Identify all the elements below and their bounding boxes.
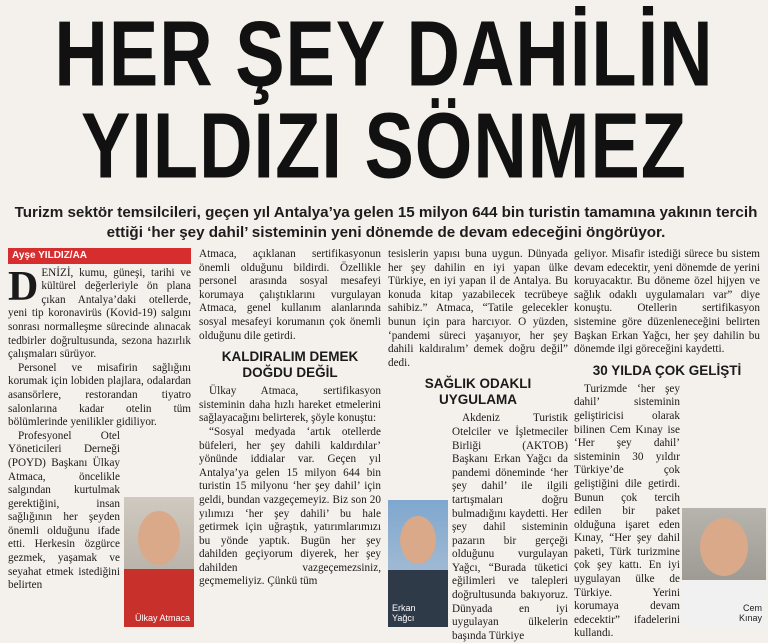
byline: Ayşe YILDIZ/AA	[8, 248, 191, 264]
paragraph: Akdeniz Turistik Otelciler ve İşletmeciler Birliği (AKTOB) Başkanı Erkan Yağcı da pandemi döneminde ‘her şey dahil’ ile ilgili tartışmaları doğru bulmadığını kaydetti. Her şey dahil sisteminin pazarın bir gerçeği olduğunu vurgulayan Yağcı, “Burada tüketici eğilimleri ve talepleri doğrultusunda bakıyoruz. Dünyada en iyi uygulayan ülkelerin başında Türkiye	[452, 412, 568, 642]
drop-cap: D	[8, 263, 39, 310]
paragraph: “Sosyal medyada ‘artık otellerde büfeleri, her şey dahili kaldırdılar’ yönünde iddialar var. Geçen yıl Antalya’ya gelen 15 milyon 644 bin turistin 15 milyonu ‘her şey dahil’ için geldi, bundan vazgeçemeyiz. Biz son 20 yılımızı ‘her şey dahili’ bu hale getirmek için uğraştık, yatırımlarımızı bu yönde yaptık. Bugün her şey dahilden geçiyorum diyerek, her şey dahilden vazgeçemezsiniz, geçmemeliyiz. Çünkü tüm	[199, 425, 381, 588]
paragraph: tesislerin yapısı buna uygun. Dünyada her şey dahilin en iyi yapan ülke Türkiye, en iyi yapan il de Antalya. Bu konuda kitap yazabilecek tecrübeye sahibiz.” Atmaca, “Tatile gelecekler bunun için para harcıyor. O yüzden, ‘pandemi süreci yaşanıyor, her şey dahili kaldıralım’ demek doğru değil” dedi.	[388, 248, 568, 369]
headline-line-1: HER ŞEY DAHİLİN	[54, 1, 714, 106]
paragraph: Profesyonel Otel Yöneticileri Derneği (POYD) Başkanı Ülkay Atmaca, öncelikle salgından kurtulmak gerektiğini, insan sağlığının her şeyden önemli olduğunu ifade etti. Herkesin özgürce gezmek, yaşamak ve seyahat etmek istediğini belirten	[8, 429, 120, 592]
photo-caption: Ülkay Atmaca	[134, 613, 190, 623]
subheadline: Turizm sektör temsilcileri, geçen yıl Antalya’ya gelen 15 milyon 644 bin turistin tamamına yakının tercih ettiği ‘her şey dahil’ sisteminin yeni dönemde de devam edeceğini öngörüyor.	[14, 204, 758, 241]
paragraph: Personel ve misafirin sağlığını korumak için lobiden plajlara, odalardan asansörlere, restorandan tiyatro salonlarına kadar otelin tüm bölümlerinde yenilikler gidiliyor.	[8, 361, 191, 429]
portrait-photo	[388, 500, 448, 627]
face	[700, 518, 748, 576]
paragraph: Atmaca, açıklanan sertifikasyonun önemli olduğunu bildirdi. Özellikle personel arasında sosyal mesafeyi korumaya çalıştıklarını vurgulayan Atmaca, genel kullanım alanlarında sosyal mesafeyi korumanın çok önemli olduğunu dile getirdi.	[199, 248, 381, 342]
face	[138, 511, 180, 565]
paragraph: ENİZİ, kumu, güneşi, tarihi ve kültürel değerleriyle ön plana çıkan Antalya’daki otellerde, yeni tip koronavirüs (Kovid-19) salgını sonrası normalleşme sürecinde alınacak tedbirler doğrultusunda, sezona hazırlık çalışmaları sürüyor.	[8, 266, 191, 361]
paragraph: geliyor. Misafir istediği sürece bu sistem devam edecektir, yeni dönemde de yerini koruyacaktır. Bu döneme özel hijyen ve sağlık odaklı uygulamaları var” diye konuştu. Otellerin sertifikasyon sistemine göre düzenleneceğini belirten Başkan Erkan Yağcı, her şey dahilin bu dönemde ilgi göreceğini kaydetti.	[574, 248, 760, 356]
article-column-2	[199, 248, 381, 589]
portrait-photo	[682, 508, 766, 627]
portrait-photo	[124, 497, 194, 627]
photo-caption: Cem Kınay	[738, 603, 762, 623]
photo-caption: Erkan Yağcı	[392, 603, 416, 623]
paragraph: Turizmde ‘her şey dahil’ sisteminin geliştiricisi olarak bilinen Cem Kınay ise ‘Her şey dahil’ sisteminin 30 yıldır Türkiye’de çok geliştiğini dile getirdi. Bunun çok tercih edilen bir paket olduğuna işaret eden Kınay, “Her şey dahil paketi, Türk turizmine çok şey kattı. En iyi uygulayan ülke de Türkiye. Yerini korumaya devam edecektir” ifadelerini kullandı.	[574, 382, 680, 640]
section-subtitle: SAĞLIK ODAKLI UYGULAMA	[424, 376, 532, 408]
face	[400, 516, 436, 564]
section-subtitle: KALDIRALIM DEMEK DOĞDU DEĞİL	[221, 349, 359, 381]
section-subtitle: 30 YILDA ÇOK GELİŞTİ	[592, 362, 742, 378]
headline-line-2: YILDIZI SÖNMEZ	[81, 93, 687, 198]
paragraph: Ülkay Atmaca, sertifikasyon sisteminin daha hızlı hareket etmelerini sağlayacağını belirterek, şöyle konuştu:	[199, 385, 381, 425]
